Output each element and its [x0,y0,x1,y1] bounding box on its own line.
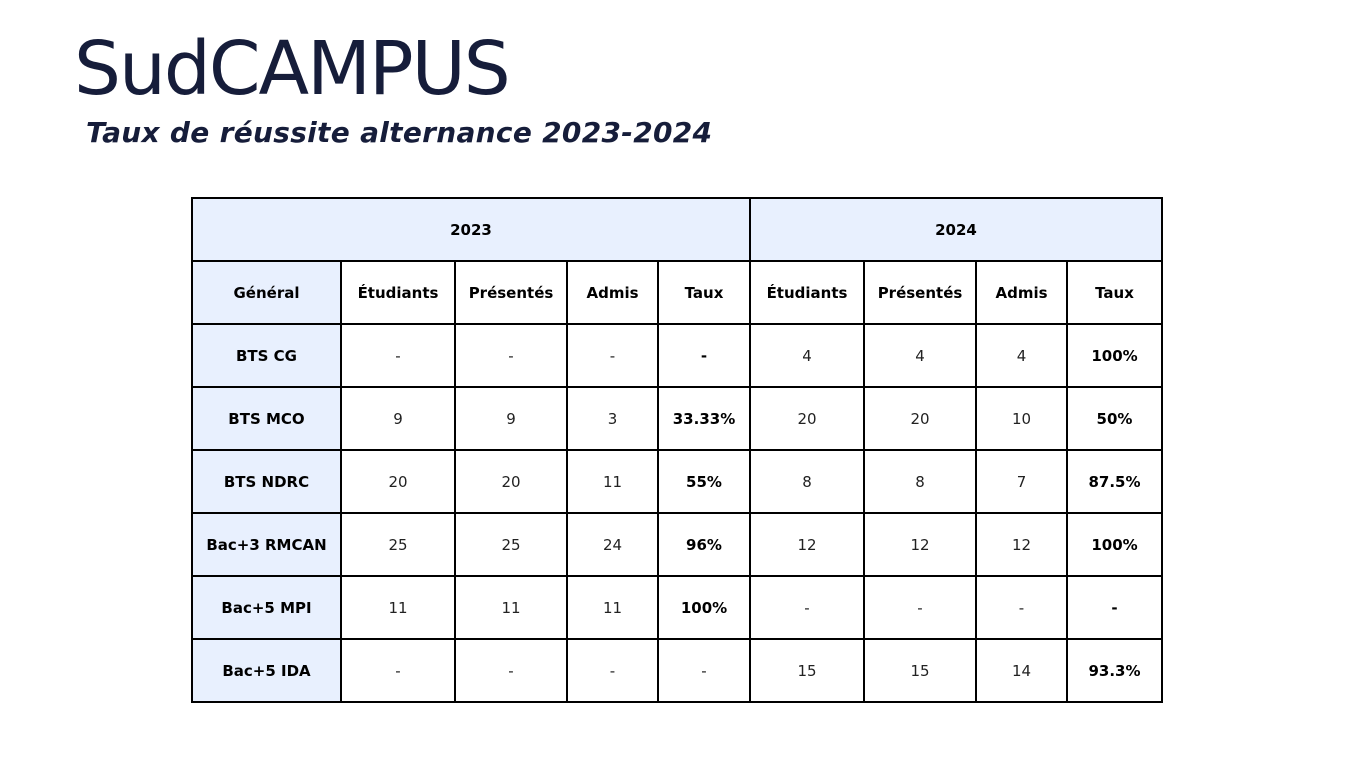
column-header-etudiants-2024: Étudiants [750,261,864,324]
cell-presentes-2024: 8 [864,450,976,513]
cell-admis-2023: 24 [567,513,658,576]
year-header-2024: 2024 [750,198,1162,261]
page-title: Taux de réussite alternance 2023-2024 [86,116,713,149]
row-label: Bac+5 MPI [192,576,341,639]
cell-presentes-2023: 25 [455,513,567,576]
cell-admis-2023: 11 [567,576,658,639]
cell-taux-2023: - [658,324,750,387]
column-header-taux-2023: Taux [658,261,750,324]
cell-taux-2024: 100% [1067,324,1162,387]
row-label: Bac+3 RMCAN [192,513,341,576]
column-header-presentes-2023: Présentés [455,261,567,324]
table-row [192,576,1162,639]
cell-presentes-2024: 20 [864,387,976,450]
cell-taux-2023: 33.33% [658,387,750,450]
cell-etudiants-2024: 20 [750,387,864,450]
cell-etudiants-2023: 11 [341,576,455,639]
cell-taux-2024: - [1067,576,1162,639]
cell-taux-2023: 100% [658,576,750,639]
cell-admis-2024: 10 [976,387,1067,450]
cell-taux-2024: 100% [1067,513,1162,576]
cell-etudiants-2024: 8 [750,450,864,513]
cell-taux-2023: 96% [658,513,750,576]
cell-presentes-2023: - [455,639,567,702]
sudcampus-logo: SudCAMPUS [74,26,509,112]
column-header-general: Général [192,261,341,324]
results-table [191,197,1163,703]
table-row [192,324,1162,387]
cell-presentes-2024: - [864,576,976,639]
cell-presentes-2023: 11 [455,576,567,639]
row-label: BTS NDRC [192,450,341,513]
column-header-row [192,261,1162,324]
row-label: BTS CG [192,324,341,387]
cell-admis-2023: - [567,639,658,702]
cell-taux-2024: 50% [1067,387,1162,450]
table-row [192,387,1162,450]
cell-presentes-2023: 20 [455,450,567,513]
cell-presentes-2023: 9 [455,387,567,450]
cell-taux-2023: - [658,639,750,702]
cell-presentes-2024: 15 [864,639,976,702]
cell-presentes-2024: 12 [864,513,976,576]
cell-admis-2024: - [976,576,1067,639]
column-header-taux-2024: Taux [1067,261,1162,324]
cell-etudiants-2023: 9 [341,387,455,450]
cell-presentes-2024: 4 [864,324,976,387]
table-row [192,450,1162,513]
column-header-admis-2023: Admis [567,261,658,324]
cell-etudiants-2024: - [750,576,864,639]
cell-admis-2023: 3 [567,387,658,450]
cell-admis-2024: 7 [976,450,1067,513]
row-label: Bac+5 IDA [192,639,341,702]
cell-taux-2023: 55% [658,450,750,513]
table-row [192,639,1162,702]
cell-taux-2024: 93.3% [1067,639,1162,702]
column-header-etudiants-2023: Étudiants [341,261,455,324]
cell-etudiants-2024: 4 [750,324,864,387]
year-header-2023: 2023 [192,198,750,261]
row-label: BTS MCO [192,387,341,450]
cell-admis-2024: 12 [976,513,1067,576]
cell-admis-2023: - [567,324,658,387]
cell-etudiants-2023: - [341,639,455,702]
cell-taux-2024: 87.5% [1067,450,1162,513]
cell-etudiants-2023: 20 [341,450,455,513]
cell-etudiants-2024: 15 [750,639,864,702]
column-header-admis-2024: Admis [976,261,1067,324]
table-row [192,513,1162,576]
cell-admis-2024: 14 [976,639,1067,702]
cell-admis-2024: 4 [976,324,1067,387]
cell-etudiants-2023: - [341,324,455,387]
cell-etudiants-2024: 12 [750,513,864,576]
column-header-presentes-2024: Présentés [864,261,976,324]
cell-admis-2023: 11 [567,450,658,513]
cell-presentes-2023: - [455,324,567,387]
cell-etudiants-2023: 25 [341,513,455,576]
year-header-row [192,198,1162,261]
